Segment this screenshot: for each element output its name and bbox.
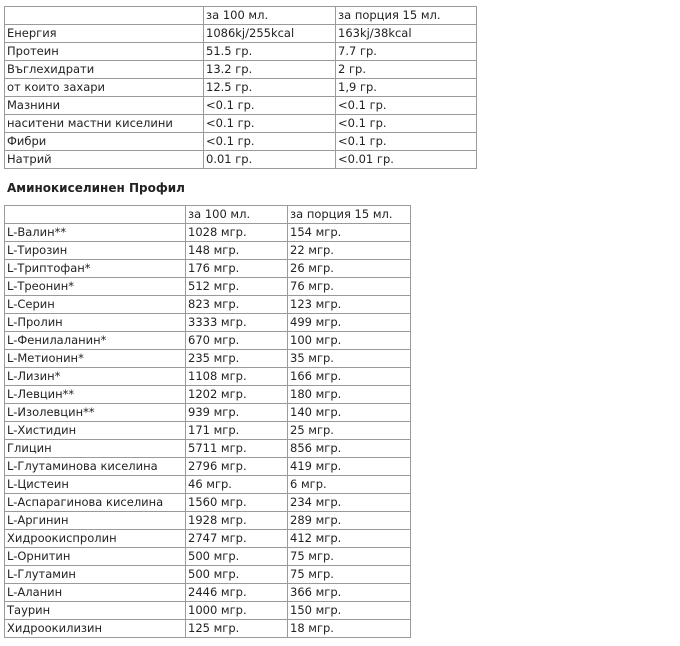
per-100ml-cell: 46 мгр. (186, 476, 288, 494)
per-serving-cell: 123 мгр. (288, 296, 411, 314)
table-row (5, 584, 411, 602)
table-row (5, 458, 411, 476)
table-row (5, 620, 411, 638)
row-label-cell: L-Хистидин (5, 422, 186, 440)
per-100ml-cell: 2747 мгр. (186, 530, 288, 548)
row-label-cell: L-Триптофан* (5, 260, 186, 278)
row-label-cell (5, 7, 204, 25)
row-label-cell: L-Орнитин (5, 548, 186, 566)
row-label-cell: L-Аланин (5, 584, 186, 602)
row-label-cell: L-Серин (5, 296, 186, 314)
amino-profile-heading: Аминокиселинен Профил (7, 181, 185, 195)
table-row (5, 386, 411, 404)
per-100ml-cell: 500 мгр. (186, 548, 288, 566)
per-serving-cell: 154 мгр. (288, 224, 411, 242)
per-serving-cell: 25 мгр. (288, 422, 411, 440)
per-serving-cell: 150 мгр. (288, 602, 411, 620)
table-row (5, 151, 477, 169)
per-100ml-cell: 125 мгр. (186, 620, 288, 638)
per-serving-cell: 180 мгр. (288, 386, 411, 404)
per-100ml-cell: 5711 мгр. (186, 440, 288, 458)
row-label-cell: L-Метионин* (5, 350, 186, 368)
per-serving-cell: 22 мгр. (288, 242, 411, 260)
per-serving-cell: 499 мгр. (288, 314, 411, 332)
per-100ml-cell: 823 мгр. (186, 296, 288, 314)
row-label-cell: L-Валин** (5, 224, 186, 242)
table-row (5, 332, 411, 350)
per-serving-cell: 7.7 гр. (336, 43, 477, 61)
row-label-cell: L-Глутамин (5, 566, 186, 584)
table-row (5, 97, 477, 115)
per-serving-cell: 75 мгр. (288, 548, 411, 566)
row-label-cell: Фибри (5, 133, 204, 151)
header-row (5, 7, 477, 25)
per-100ml-cell: 512 мгр. (186, 278, 288, 296)
per-serving-cell: 1,9 гр. (336, 79, 477, 97)
per-100ml-cell: 148 мгр. (186, 242, 288, 260)
per-serving-cell: за порция 15 мл. (336, 7, 477, 25)
per-100ml-cell: 1086kj/255kcal (204, 25, 336, 43)
per-100ml-cell: 2796 мгр. (186, 458, 288, 476)
per-serving-cell: 412 мгр. (288, 530, 411, 548)
per-100ml-cell: 2446 мгр. (186, 584, 288, 602)
table-row (5, 79, 477, 97)
per-serving-cell: <0.1 гр. (336, 115, 477, 133)
per-100ml-cell: 1560 мгр. (186, 494, 288, 512)
table-row (5, 278, 411, 296)
table-row (5, 133, 477, 151)
row-label-cell: L-Пролин (5, 314, 186, 332)
row-label-cell: Въглехидрати (5, 61, 204, 79)
table-row (5, 566, 411, 584)
table-row (5, 350, 411, 368)
per-100ml-cell: 176 мгр. (186, 260, 288, 278)
per-100ml-cell: 171 мгр. (186, 422, 288, 440)
row-label-cell: L-Фенилаланин* (5, 332, 186, 350)
row-label-cell: Мазнини (5, 97, 204, 115)
per-100ml-cell: 235 мгр. (186, 350, 288, 368)
row-label-cell (5, 206, 186, 224)
per-serving-cell: <0.1 гр. (336, 97, 477, 115)
row-label-cell: L-Тирозин (5, 242, 186, 260)
table-row (5, 602, 411, 620)
row-label-cell: наситени мастни киселини (5, 115, 204, 133)
table-row (5, 368, 411, 386)
per-100ml-cell: 1000 мгр. (186, 602, 288, 620)
per-serving-cell: 75 мгр. (288, 566, 411, 584)
per-100ml-cell: 1028 мгр. (186, 224, 288, 242)
table-row (5, 494, 411, 512)
per-100ml-cell: 1928 мгр. (186, 512, 288, 530)
per-100ml-cell: 3333 мгр. (186, 314, 288, 332)
per-serving-cell: 140 мгр. (288, 404, 411, 422)
per-100ml-cell: 1108 мгр. (186, 368, 288, 386)
table-row (5, 224, 411, 242)
row-label-cell: L-Аспарагинова киселина (5, 494, 186, 512)
amino-profile-table-body (5, 206, 411, 638)
per-100ml-cell: 0.01 гр. (204, 151, 336, 169)
table-row (5, 422, 411, 440)
per-serving-cell: 26 мгр. (288, 260, 411, 278)
table-row (5, 61, 477, 79)
table-row (5, 512, 411, 530)
per-100ml-cell: 670 мгр. (186, 332, 288, 350)
per-100ml-cell: <0.1 гр. (204, 133, 336, 151)
row-label-cell: Натрий (5, 151, 204, 169)
per-100ml-cell: 939 мгр. (186, 404, 288, 422)
table-row (5, 43, 477, 61)
per-serving-cell: 166 мгр. (288, 368, 411, 386)
row-label-cell: L-Аргинин (5, 512, 186, 530)
nutrition-table-body (5, 7, 477, 169)
per-serving-cell: 419 мгр. (288, 458, 411, 476)
table-row (5, 242, 411, 260)
table-row (5, 314, 411, 332)
per-serving-cell: за порция 15 мл. (288, 206, 411, 224)
per-serving-cell: 163kj/38kcal (336, 25, 477, 43)
per-serving-cell: 18 мгр. (288, 620, 411, 638)
per-serving-cell: 76 мгр. (288, 278, 411, 296)
row-label-cell: Протеин (5, 43, 204, 61)
per-100ml-cell: за 100 мл. (186, 206, 288, 224)
row-label-cell: L-Лизин* (5, 368, 186, 386)
per-serving-cell: 856 мгр. (288, 440, 411, 458)
row-label-cell: от които захари (5, 79, 204, 97)
row-label-cell: Енергия (5, 25, 204, 43)
table-row (5, 404, 411, 422)
per-100ml-cell: 500 мгр. (186, 566, 288, 584)
table-row (5, 530, 411, 548)
table-row (5, 476, 411, 494)
row-label-cell: Хидроокилизин (5, 620, 186, 638)
row-label-cell: Глицин (5, 440, 186, 458)
per-serving-cell: 366 мгр. (288, 584, 411, 602)
table-row (5, 115, 477, 133)
row-label-cell: Таурин (5, 602, 186, 620)
row-label-cell: L-Глутаминова киселина (5, 458, 186, 476)
per-100ml-cell: 13.2 гр. (204, 61, 336, 79)
per-serving-cell: <0.1 гр. (336, 133, 477, 151)
per-100ml-cell: <0.1 гр. (204, 115, 336, 133)
row-label-cell: L-Цистеин (5, 476, 186, 494)
nutrition-table (4, 6, 477, 169)
row-label-cell: L-Изолевцин** (5, 404, 186, 422)
per-100ml-cell: 1202 мгр. (186, 386, 288, 404)
per-100ml-cell: 51.5 гр. (204, 43, 336, 61)
per-serving-cell: 234 мгр. (288, 494, 411, 512)
header-row (5, 206, 411, 224)
per-100ml-cell: <0.1 гр. (204, 97, 336, 115)
amino-profile-table (4, 205, 411, 638)
per-serving-cell: 289 мгр. (288, 512, 411, 530)
table-row (5, 260, 411, 278)
per-serving-cell: 35 мгр. (288, 350, 411, 368)
row-label-cell: L-Левцин** (5, 386, 186, 404)
table-row (5, 25, 477, 43)
per-serving-cell: <0.01 гр. (336, 151, 477, 169)
per-serving-cell: 6 мгр. (288, 476, 411, 494)
row-label-cell: Хидроокиспролин (5, 530, 186, 548)
table-row (5, 440, 411, 458)
row-label-cell: L-Треонин* (5, 278, 186, 296)
per-100ml-cell: 12.5 гр. (204, 79, 336, 97)
table-row (5, 296, 411, 314)
per-serving-cell: 2 гр. (336, 61, 477, 79)
per-serving-cell: 100 мгр. (288, 332, 411, 350)
per-100ml-cell: за 100 мл. (204, 7, 336, 25)
table-row (5, 548, 411, 566)
